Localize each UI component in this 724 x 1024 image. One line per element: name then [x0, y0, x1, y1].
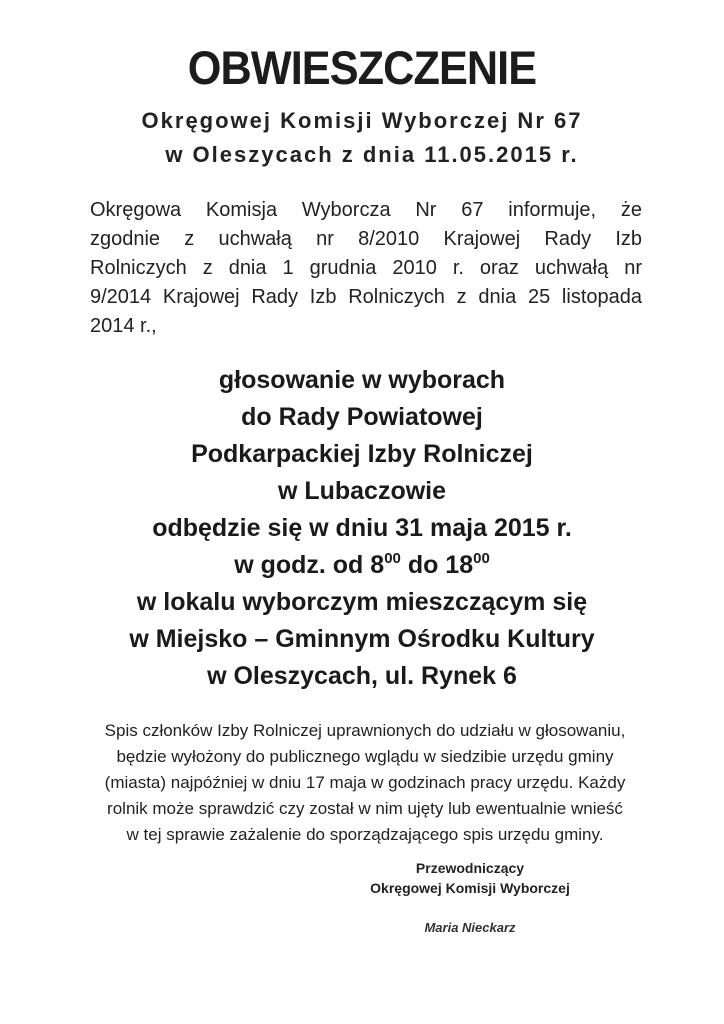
- intro-paragraph: [90, 196, 642, 341]
- notice-line: będzie wyłożony do publicznego wglądu w siedzibie urzędu gminy: [116, 747, 614, 766]
- announcement-line: w Lubaczowie: [277, 477, 447, 505]
- announcement-block: [0, 362, 724, 695]
- notice-line: (miasta) najpóźniej w dniu 17 maja w godzinach pracy urzędu. Każdy: [104, 773, 626, 792]
- announcement-line: do Rady Powiatowej: [241, 403, 483, 431]
- hours-middle: do 18: [400, 551, 474, 579]
- signatory-name: Maria Nieckarz: [424, 920, 516, 935]
- intro-line: Okręgowa Komisja Wyborcza Nr 67 informuje, że: [90, 199, 642, 221]
- announcement-date: odbędzie się w dniu 31 maja 2015 r.: [152, 514, 572, 542]
- notice-line: rolnik może sprawdzić czy został w nim ujęty lub ewentualnie wnieść: [107, 799, 623, 818]
- subtitle-date: w Oleszycach z dnia 11.05.2015 r.: [165, 142, 579, 167]
- notice-line: w tej sprawie zażalenie do sporządzającego spis urzędu gminy.: [126, 825, 604, 844]
- signatory-title: Przewodniczący: [415, 860, 525, 876]
- announcement-line: w Miejsko – Gminnym Ośrodku Kultury: [129, 625, 595, 653]
- intro-line: 9/2014 Krajowej Rady Izb Rolniczych z dnia 25 listopada: [90, 286, 642, 308]
- announcement-hours: [0, 547, 724, 584]
- announcement-line: Podkarpackiej Izby Rolniczej: [191, 440, 533, 468]
- hours-prefix: w godz. od 8: [234, 551, 385, 579]
- document-title: OBWIESZCZENIE: [187, 41, 537, 94]
- hours-from-minutes: 00: [384, 550, 401, 567]
- hours-to-minutes: 00: [473, 550, 490, 567]
- subtitle-commission: Okręgowej Komisji Wyborczej Nr 67: [141, 108, 583, 133]
- announcement-line: w lokalu wyborczym mieszczącym się: [136, 588, 588, 616]
- notice-line: Spis członków Izby Rolniczej uprawnionych do udziału w głosowaniu,: [104, 721, 626, 740]
- intro-line: Rolniczych z dnia 1 grudnia 2010 r. oraz uchwałą nr: [90, 257, 642, 279]
- voter-list-notice: [60, 718, 670, 848]
- signatory-body: Okręgowej Komisji Wyborczej: [370, 880, 570, 896]
- announcement-address: w Oleszycach, ul. Rynek 6: [207, 662, 517, 690]
- intro-line: 2014 r.,: [90, 315, 157, 337]
- intro-line: zgodnie z uchwałą nr 8/2010 Krajowej Rady Izb: [90, 228, 642, 250]
- announcement-line: głosowanie w wyborach: [218, 366, 506, 394]
